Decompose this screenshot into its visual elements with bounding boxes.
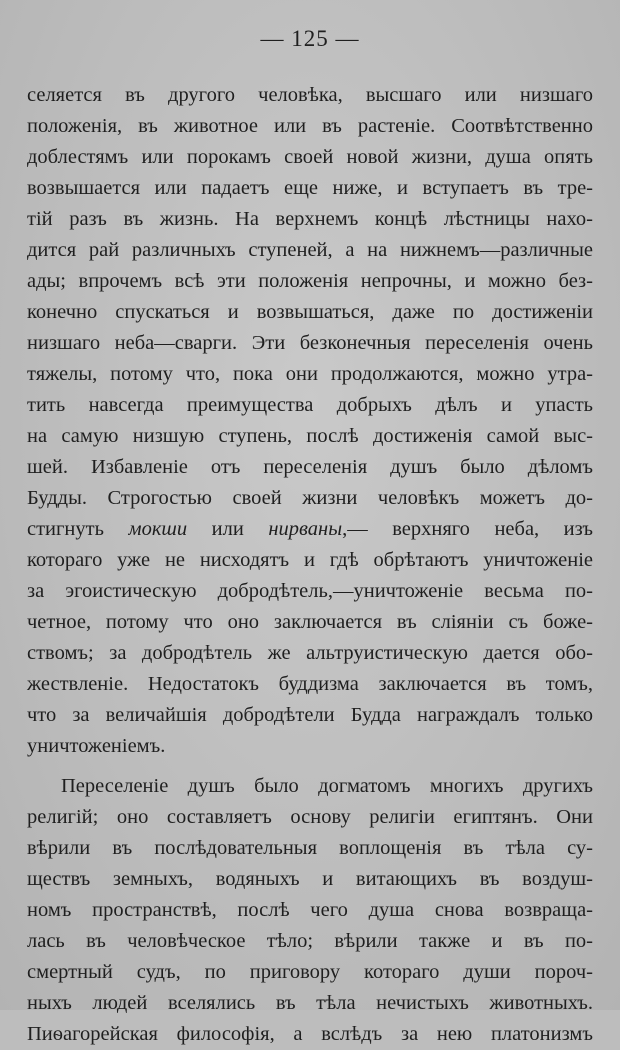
text-line: смертный судъ, по приговору котораго души пороч-: [27, 961, 593, 983]
paragraph-2: [27, 771, 593, 1050]
text-line: ствомъ; за добродѣтель же альтруистическую дается обо-: [27, 642, 593, 664]
text-line: шей. Избавленіе отъ переселенія душъ было дѣломъ: [27, 456, 593, 478]
text-line: ществъ земныхъ, водяныхъ и витающихъ въ воздуш-: [27, 868, 593, 890]
text-line: Пиѳагорейская философія, а вслѣдъ за нею платонизмъ: [27, 1023, 593, 1045]
text-line: тяжелы, потому что, пока они продолжаются, можно утра-: [27, 363, 593, 385]
text-line: Переселеніе душъ было догматомъ многихъ другихъ: [61, 775, 593, 797]
page-number: — 125 —: [260, 26, 360, 51]
text-line: религій; оно составляетъ основу религіи египтянъ. Они: [27, 806, 593, 828]
text-line: положенія, въ животное или въ растеніе. Соотвѣтственно: [27, 115, 593, 137]
text-line: селяется въ другого человѣка, высшаго или низшаго: [27, 84, 593, 106]
emphasis-nirvana: нирваны: [268, 518, 343, 540]
text-segment: или: [187, 518, 269, 540]
text-line: тить навсегда преимущества добрыхъ дѣлъ и упасть: [27, 394, 593, 416]
text-line: возвышается или падаетъ еще ниже, и вступаетъ въ тре-: [27, 177, 593, 199]
text-line: уничтоженіемъ.: [27, 735, 166, 757]
paragraph-gap: [27, 762, 593, 771]
text-line: номъ пространствѣ, послѣ чего душа снова возвраща-: [27, 899, 593, 921]
emphasis-moksha: мокши: [128, 518, 188, 540]
text-line: котораго уже не нисходятъ и гдѣ обрѣтаютъ уничтоженіе: [27, 549, 593, 571]
text-line: за эгоистическую добродѣтель,—уничтоженіе весьма по-: [27, 580, 593, 602]
text-line: низшаго неба—сварги. Эти безконечныя переселенія очень: [27, 332, 593, 354]
text-line: что за величайшія добродѣтели Будда награждалъ только: [27, 704, 593, 726]
paragraph-1: [27, 80, 593, 762]
text-line-with-emphasis: [27, 514, 593, 545]
text-line: ады; впрочемъ всѣ эти положенія непрочны, и можно без-: [27, 270, 593, 292]
text-line: на самую низшую ступень, послѣ достиженія самой выс-: [27, 425, 593, 447]
text-line: вѣрили въ послѣдовательныя воплощенія въ тѣла су-: [27, 837, 593, 859]
text-line: жествленіе. Недостатокъ буддизма заключается въ томъ,: [27, 673, 593, 695]
text-line: доблестямъ или порокамъ своей новой жизни, душа опять: [27, 146, 593, 168]
text-line: конечно спускаться и возвышаться, даже по достиженіи: [27, 301, 593, 323]
text-line: тій разъ въ жизнь. На верхнемъ концѣ лѣстницы нахо-: [27, 208, 593, 230]
text-line: Будды. Строгостью своей жизни человѣкъ можетъ до-: [27, 487, 593, 509]
body-text: [27, 80, 593, 1050]
text-segment: ,— верхняго неба, изъ: [342, 518, 593, 540]
text-segment: стигнуть: [27, 518, 129, 540]
text-line: четное, потому что оно заключается въ сліяніи съ боже-: [27, 611, 593, 633]
text-line: лась въ человѣческое тѣло; вѣрили также и въ по-: [27, 930, 593, 952]
text-line: ныхъ людей вселялись въ тѣла нечистыхъ животныхъ.: [27, 992, 593, 1014]
text-line: дится рай различныхъ ступеней, а на нижнемъ—различные: [27, 239, 593, 261]
